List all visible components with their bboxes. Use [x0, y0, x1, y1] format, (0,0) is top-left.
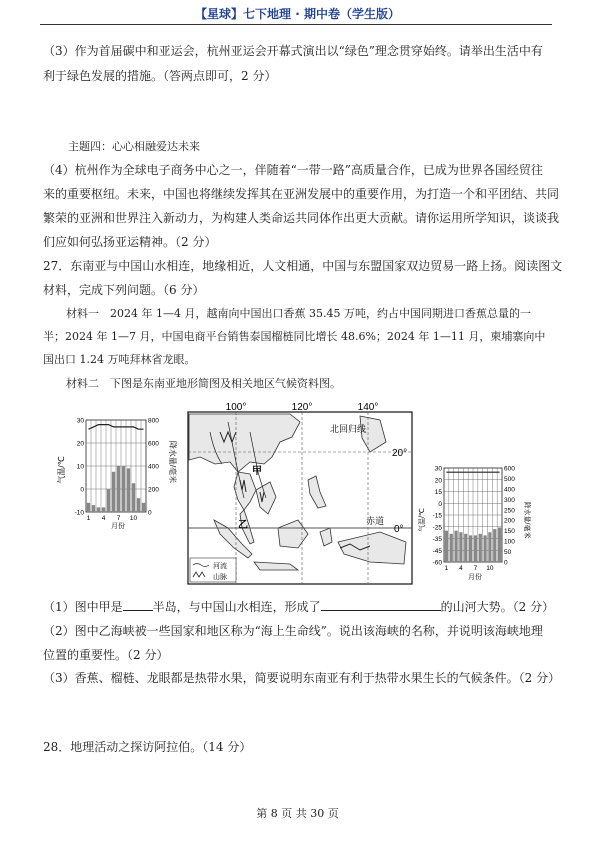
ytick-left: 30 [434, 465, 442, 473]
q28-title: 28．地理活动之探访阿拉伯。（14 分） [43, 740, 252, 754]
page-header: 【星球】七下地理 · 期中卷（学生版） [195, 7, 400, 21]
xtick: 1 [444, 565, 449, 572]
ytick-right: 300 [504, 496, 515, 504]
ytick-right: 500 [504, 475, 515, 483]
precipitation-bar [142, 503, 145, 512]
precipitation-bar [498, 528, 501, 562]
precipitation-bar [87, 503, 90, 512]
answer-blank-landform[interactable] [321, 598, 441, 611]
ytick-left: 20 [76, 440, 84, 448]
q27-intro: 27．东南亚与中国山水相连，地缘相近，人文相通，中国与东盟国家双边贸易一路上扬。阅读图文 [43, 259, 563, 273]
ylabel-left: 气温/℃ [419, 508, 426, 532]
ytick-right: 800 [148, 417, 159, 425]
precipitation-bar [112, 472, 115, 512]
precipitation-bar [474, 535, 477, 562]
ytick-right: 0 [148, 509, 152, 517]
precipitation-bar [479, 534, 482, 562]
lon-label-140: 140° [357, 402, 379, 413]
q26-3-line2: 利于绿色发展的措施。（答两点即可，2 分） [43, 69, 277, 83]
ytick-right: 600 [504, 465, 515, 473]
material2-caption: 材料二 下图是东南亚地形简图及相关地区气候资料图。 [66, 377, 341, 390]
q26-4-line: （4）杭州作为全球电子商务中心之一，伴随着“一带一路”高质量合作，已成为世界各国经贸往 [43, 163, 543, 177]
southeast-asia-map [180, 402, 420, 587]
ytick-left: 0 [438, 500, 442, 508]
xtick: 7 [473, 565, 478, 572]
precipitation-bar [469, 535, 472, 562]
precipitation-bar [459, 532, 462, 562]
ytick-right: 100 [504, 538, 515, 546]
sub1-part-a: （1）图中甲是 [43, 600, 123, 614]
precipitation-bar [464, 534, 467, 562]
lon-label-120: 120° [291, 402, 313, 413]
material1-line: 材料一 2024 年 1—4 月，越南向中国出口香蕉 35.45 万吨，约占中国同期进口香蕉总量的一 [66, 307, 531, 320]
precipitation-bar [122, 466, 125, 512]
ytick-right: 600 [148, 440, 159, 448]
precipitation-bar [97, 507, 100, 512]
q26-4-line: 来的重要枢纽。未来，中国也将继续发挥其在亚洲发展中的重要作用，为打造一个和平团结、共同 [43, 187, 560, 201]
precipitation-bar [493, 529, 496, 562]
ytick-left: -15 [432, 512, 442, 520]
precipitation-bar [107, 489, 110, 512]
precipitation-bar [454, 531, 457, 562]
q27-intro: 材料，完成下列问题。（6 分） [43, 283, 205, 297]
ytick-left: -25 [432, 524, 442, 532]
tropic-label: 北回归线 [330, 424, 367, 434]
precipitation-bar [132, 483, 135, 512]
ytick-right: 0 [504, 559, 508, 567]
precipitation-bar [102, 507, 105, 512]
climate-chart-right [420, 462, 530, 582]
ytick-left: -45 [432, 547, 442, 555]
header-divider [40, 24, 552, 25]
material1-line: 半；2024 年 1—7 月，中国电商平台销售泰国榴梿同比增长 48.6%；2024 年 1—11 月，柬埔寨向中 [43, 330, 546, 343]
ytick-right: 200 [504, 517, 515, 525]
legend-river-label: 河流 [213, 563, 227, 570]
lon-label-100: 100° [225, 402, 247, 413]
xlabel: 月份 [111, 523, 125, 530]
precipitation-bar [127, 468, 130, 512]
precipitation-bar [92, 505, 95, 512]
lat-label-0: 0° [394, 524, 404, 535]
q26-3-line1: （3）作为首届碳中和亚运会，杭州亚运会开幕式演出以“绿色”理念贯穿始终。请举出生活中有 [43, 44, 543, 58]
precipitation-bar [137, 498, 140, 512]
ytick-left: 30 [76, 417, 84, 425]
sub1-part-b: 半岛，与中国山水相连，形成了 [152, 600, 321, 614]
equator-label: 赤道 [366, 516, 385, 526]
theme4-title: 主题四：心心相融爱达未来 [68, 140, 200, 153]
ytick-left: 10 [76, 463, 84, 471]
precipitation-bar [483, 535, 486, 562]
ytick-left: 0 [80, 486, 84, 494]
ytick-left: -10 [74, 509, 84, 517]
ytick-right: 250 [504, 507, 515, 515]
xtick: 1 [86, 515, 91, 522]
ytick-right: 400 [504, 486, 515, 494]
q27-sub2: （2）图中乙海峡被一些国家和地区称为“海上生命线”。说出该海峡的名称，并说明该海峡地理 [43, 624, 543, 638]
ytick-left: -60 [432, 559, 442, 567]
sub1-part-c: 的山河大势。（2 分） [440, 600, 555, 614]
place-yi: 乙 [238, 520, 248, 531]
q27-sub1 [43, 597, 558, 617]
q27-sub2: 位置的重要性。（2 分） [43, 648, 169, 662]
page-footer: 第 8 页 共 30 页 [256, 807, 339, 820]
ylabel-right: 降水量/毫米 [168, 440, 177, 484]
climate-chart-left [58, 412, 178, 532]
material1-line: 国出口 1.24 万吨拜林省龙眼。 [43, 353, 196, 366]
place-jia: 甲 [252, 466, 262, 477]
q26-4-line: 们应如何弘扬亚运精神。（2 分） [43, 235, 217, 249]
ytick-right: 150 [504, 528, 515, 536]
ytick-left: 20 [434, 477, 442, 485]
ytick-right: 400 [148, 463, 159, 471]
xtick: 10 [486, 565, 494, 572]
q26-4-line: 繁荣的亚洲和世界注入新动力，为构建人类命运共同体作出更大贡献。请你运用所学知识，谈谈我 [43, 211, 560, 225]
xtick: 4 [101, 515, 106, 522]
xtick: 10 [129, 515, 138, 522]
xtick: 7 [116, 515, 121, 522]
precipitation-bar [445, 531, 448, 562]
ylabel-right: 降水量/毫米 [523, 501, 530, 539]
answer-blank-jia[interactable] [123, 598, 153, 611]
legend-mountain-label: 山脉 [213, 574, 227, 581]
precipitation-bar [450, 534, 453, 562]
xtick: 4 [459, 565, 463, 572]
precipitation-bar [117, 466, 120, 512]
ytick-right: 50 [504, 549, 512, 557]
ytick-right: 200 [148, 486, 159, 494]
ylabel-left: 气温/℃ [57, 456, 66, 484]
ytick-left: 15 [434, 489, 442, 496]
q27-sub3: （3）香蕉、榴梿、龙眼都是热带水果，简要说明东南亚有利于热带水果生长的气候条件。（2 分） [43, 671, 561, 685]
ytick-left: -35 [432, 536, 442, 543]
precipitation-bar [488, 532, 491, 562]
lat-label-20: 20° [392, 448, 408, 459]
xlabel: 月份 [468, 574, 482, 581]
